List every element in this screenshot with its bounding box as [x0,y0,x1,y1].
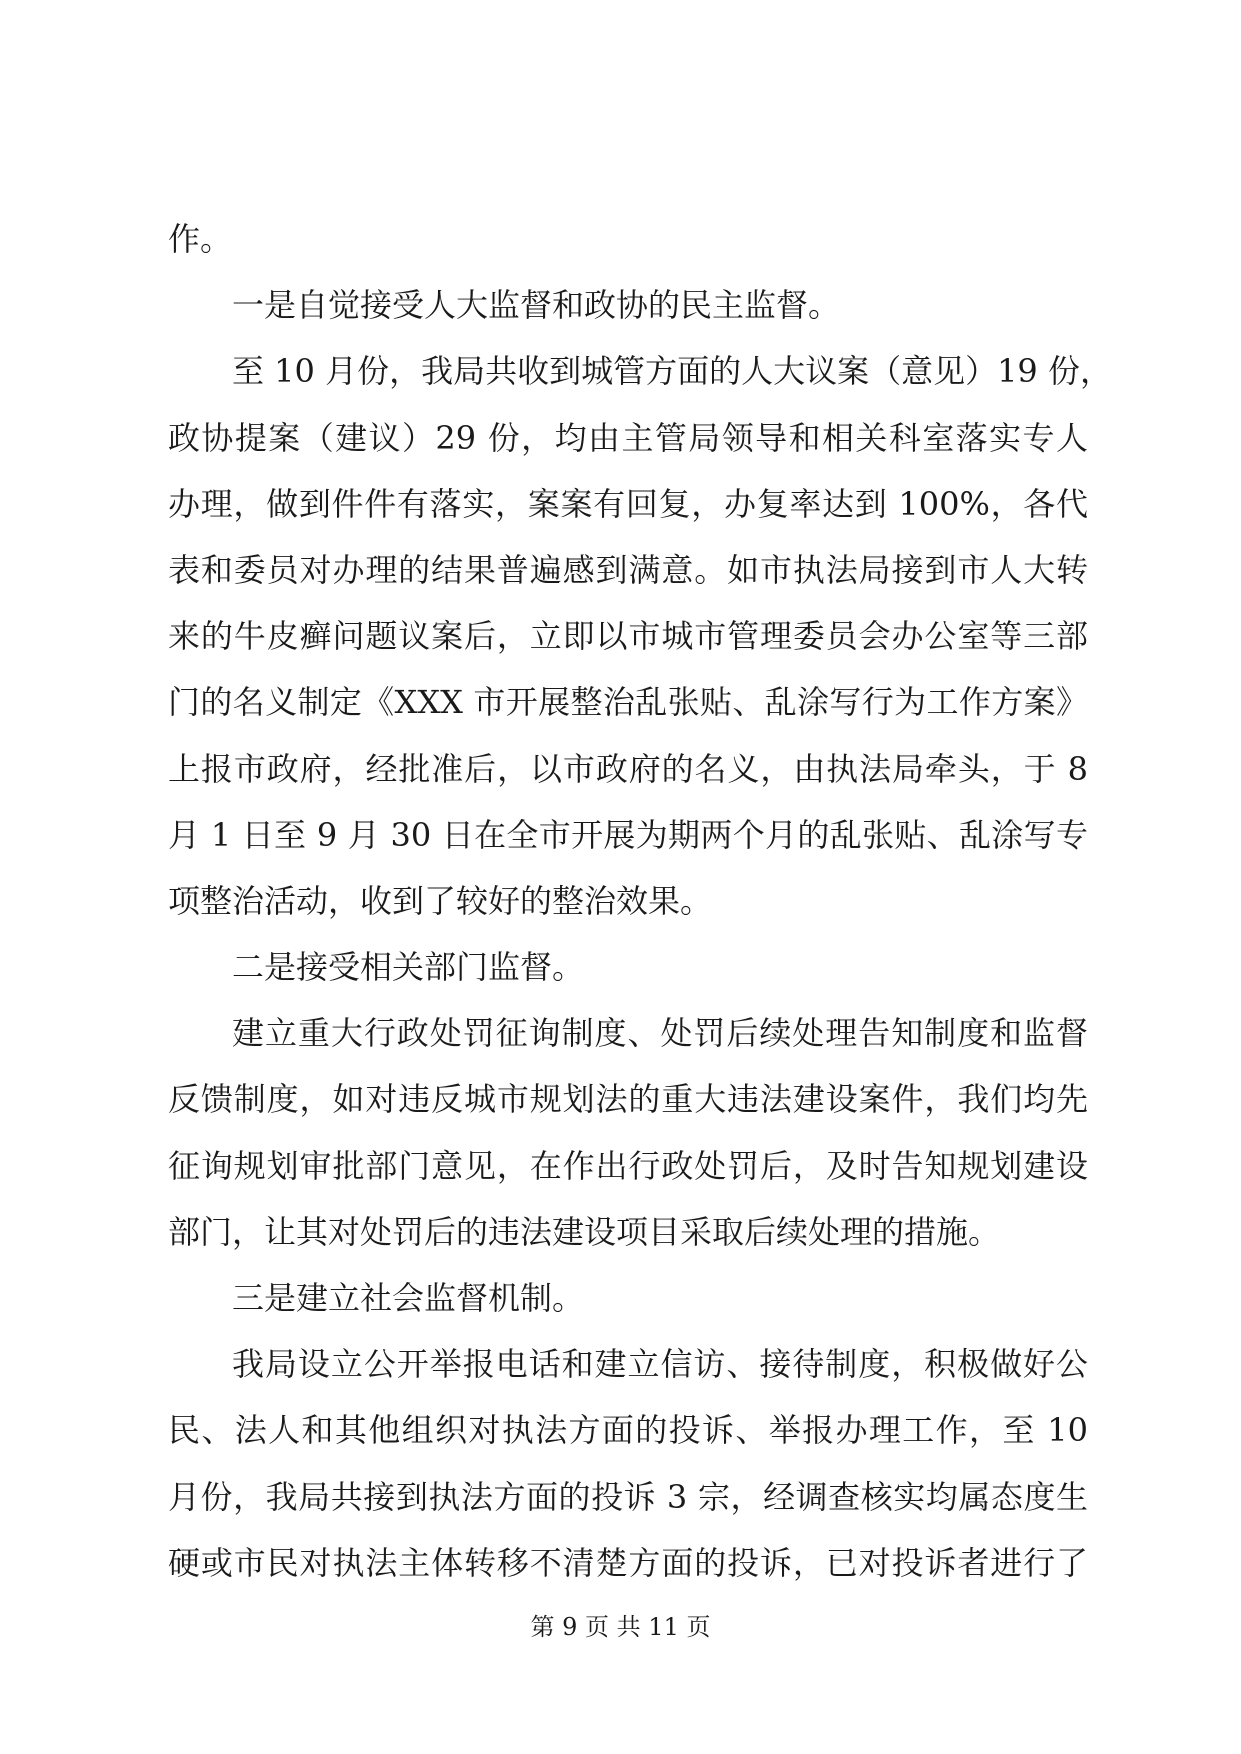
text-line: 一是自觉接受人大监督和政协的民主监督。 [232,286,841,325]
text-line: 上报市政府，经批准后，以市政府的名义，由执法局牵头，于 8 [168,749,1088,788]
text-line: 硬或市民对执法主体转移不清楚方面的投诉，已对投诉者进行了 [168,1543,1088,1582]
text-line: 民、法人和其他组织对执法方面的投诉、举报办理工作，至 10 [168,1411,1088,1450]
text-line: 三是建立社会监督机制。 [232,1279,585,1317]
page-number-footer: 第 9 页 共 11 页 [530,1613,711,1641]
text-line: 门的名义制定《XXX 市开展整治乱张贴、乱涂写行为工作方案》 [168,683,1088,722]
text-line: 我局设立公开举报电话和建立信访、接待制度，积极做好公 [232,1345,1088,1384]
text-line: 办理，做到件件有落实，案案有回复，办复率达到 100%，各代 [168,484,1088,523]
text-line: 建立重大行政处罚征询制度、处罚后续处理告知制度和监督 [232,1014,1088,1053]
text-line: 二是接受相关部门监督。 [232,948,585,987]
text-line: 征询规划审批部门意见，在作出行政处罚后，及时告知规划建设 [168,1146,1088,1185]
text-line: 月份，我局共接到执法方面的投诉 3 宗，经调查核实均属态度生 [168,1477,1088,1516]
text-line: 政协提案（建议）29 份，均由主管局领导和相关科室落实专人 [168,418,1088,457]
text-line: 月 1 日至 9 月 30 日在全市开展为期两个月的乱张贴、乱涂写专 [168,815,1088,854]
text-line: 部门，让其对处罚后的违法建设项目采取后续处理的措施。 [168,1212,1001,1251]
text-line: 反馈制度，如对违反城市规划法的重大违法建设案件，我们均先 [168,1080,1088,1119]
text-line: 至 10 月份，我局共收到城管方面的人大议案（意见）19 份， [232,352,1112,391]
text-line: 表和委员对办理的结果普遍感到满意。如市执法局接到市人大转 [168,550,1088,589]
text-line: 来的牛皮癣问题议案后，立即以市城市管理委员会办公室等三部 [168,617,1088,656]
document-body [168,206,1112,1596]
text-line: 项整治活动，收到了较好的整治效果。 [168,881,713,920]
text-line: 作。 [168,220,233,258]
